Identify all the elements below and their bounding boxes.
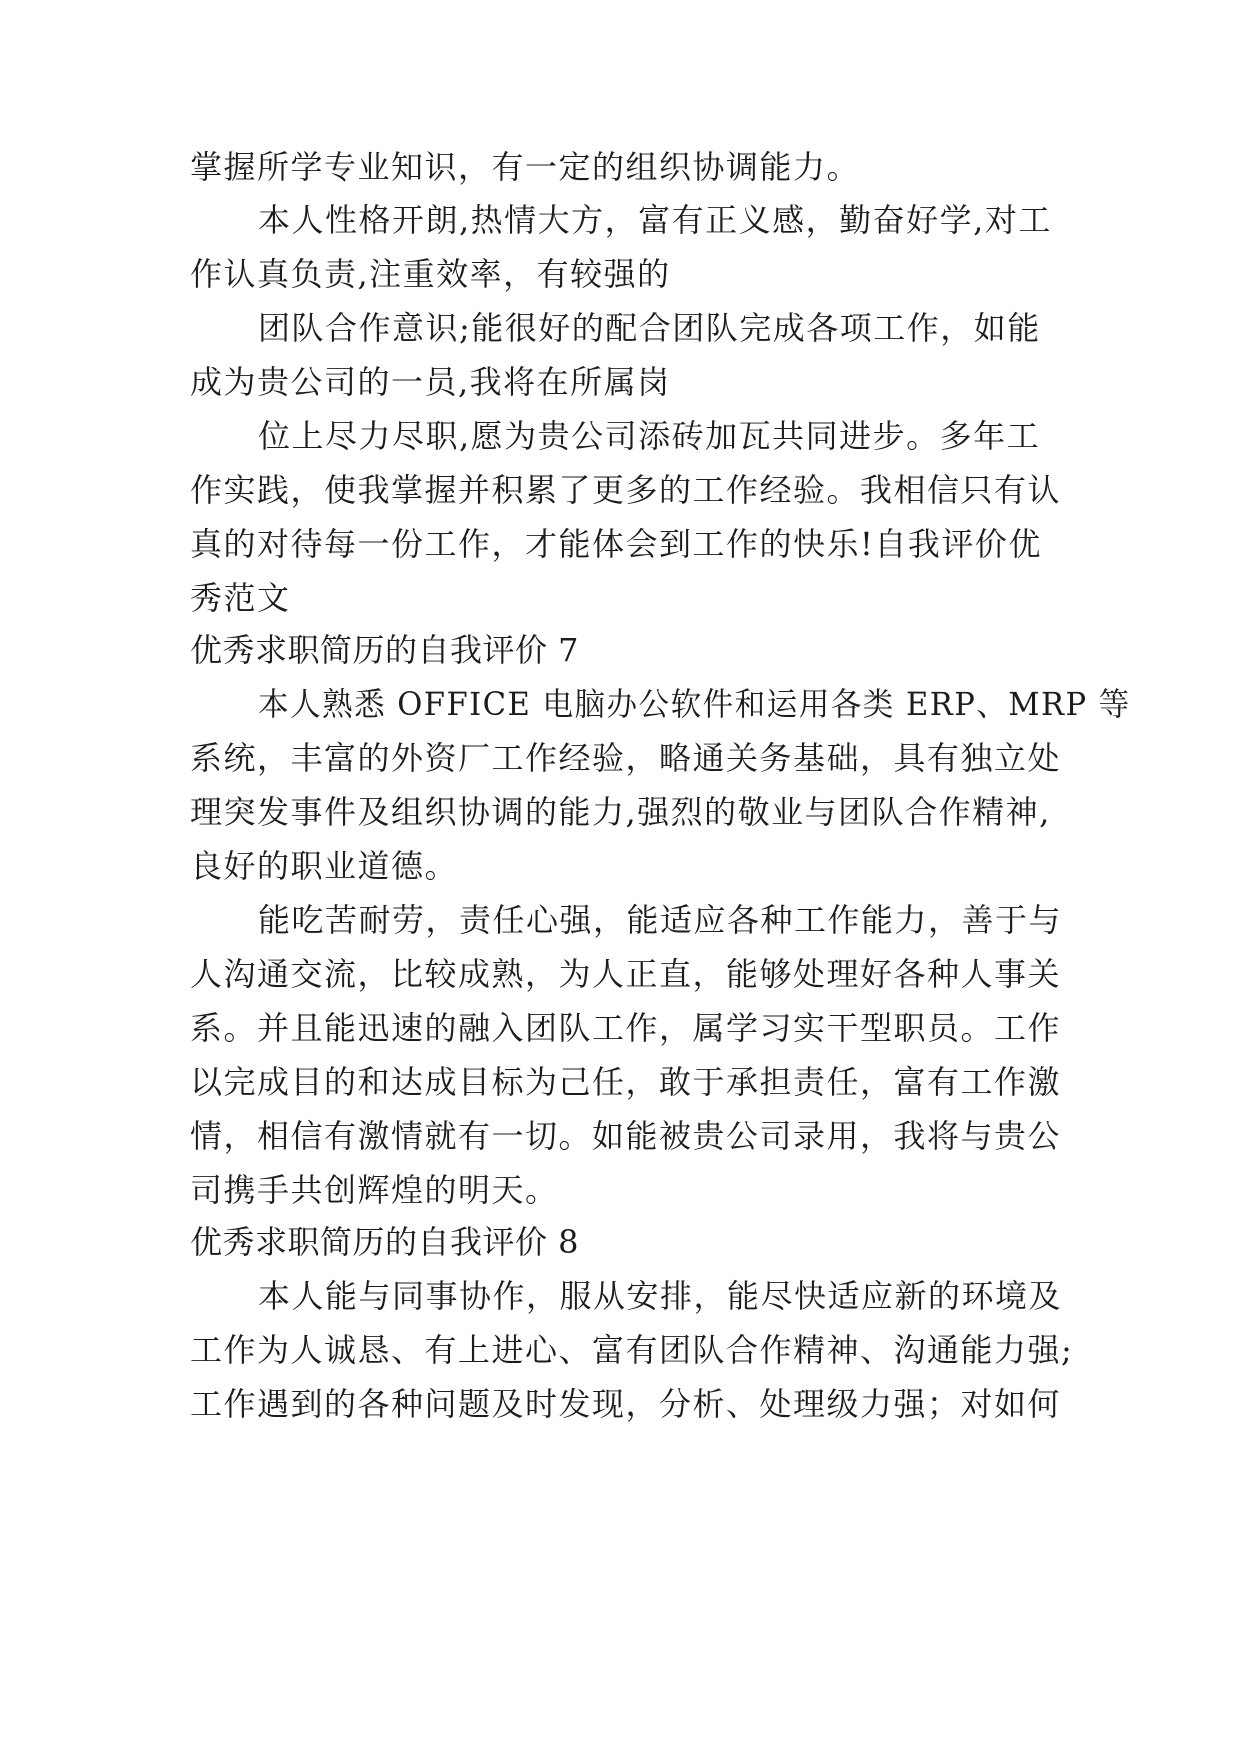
body-text-line: 良好的职业道德。 — [190, 847, 459, 885]
body-text-line: 工作遇到的各种问题及时发现，分析、处理级力强；对如何 — [190, 1385, 1062, 1423]
body-text-line: 情，相信有激情就有一切。如能被贵公司录用，我将与贵公 — [190, 1117, 1062, 1155]
paragraph-start-line: 团队合作意识;能很好的配合团队完成各项工作，如能 — [258, 309, 1041, 347]
body-text-line: 司携手共创辉煌的明天。 — [190, 1171, 559, 1209]
paragraph-start-line: 位上尽力尽职,愿为贵公司添砖加瓦共同进步。多年工 — [258, 417, 1041, 455]
body-text-line: 工作为人诚恳、有上进心、富有团队合作精神、沟通能力强; — [190, 1331, 1074, 1369]
paragraph-start-line: 能吃苦耐劳，责任心强，能适应各种工作能力，善于与 — [258, 901, 1063, 939]
paragraph-start-line: 本人能与同事协作，服从安排，能尽快适应新的环境及 — [258, 1277, 1063, 1315]
body-text-line: 真的对待每一份工作，才能体会到工作的快乐!自我评价优 — [190, 525, 1042, 563]
body-text-line: 理突发事件及组织协调的能力,强烈的敬业与团队合作精神, — [190, 793, 1051, 831]
body-text-line: 成为贵公司的一员,我将在所属岗 — [190, 363, 671, 401]
section-heading: 优秀求职简历的自我评价 7 — [190, 631, 580, 669]
body-text-line: 系统，丰富的外资厂工作经验，略通关务基础，具有独立处 — [190, 739, 1062, 777]
section-heading: 优秀求职简历的自我评价 8 — [190, 1223, 580, 1261]
body-text-line: 秀范文 — [190, 579, 291, 617]
body-text-line: 掌握所学专业知识，有一定的组织协调能力。 — [190, 148, 861, 186]
body-text-line: 作实践，使我掌握并积累了更多的工作经验。我相信只有认 — [190, 471, 1062, 509]
paragraph-start-line: 本人性格开朗,热情大方，富有正义感，勤奋好学,对工 — [258, 201, 1052, 239]
body-text-line: 作认真负责,注重效率，有较强的 — [190, 255, 671, 293]
body-text-line: 系。并且能迅速的融入团队工作，属学习实干型职员。工作 — [190, 1009, 1062, 1047]
body-text-line: 以完成目的和达成目标为己任，敢于承担责任，富有工作激 — [190, 1063, 1062, 1101]
paragraph-start-line: 本人熟悉 OFFICE 电脑办公软件和运用各类 ERP、MRP 等 — [258, 685, 1131, 723]
body-text-line: 人沟通交流，比较成熟，为人正直，能够处理好各种人事关 — [190, 955, 1062, 993]
